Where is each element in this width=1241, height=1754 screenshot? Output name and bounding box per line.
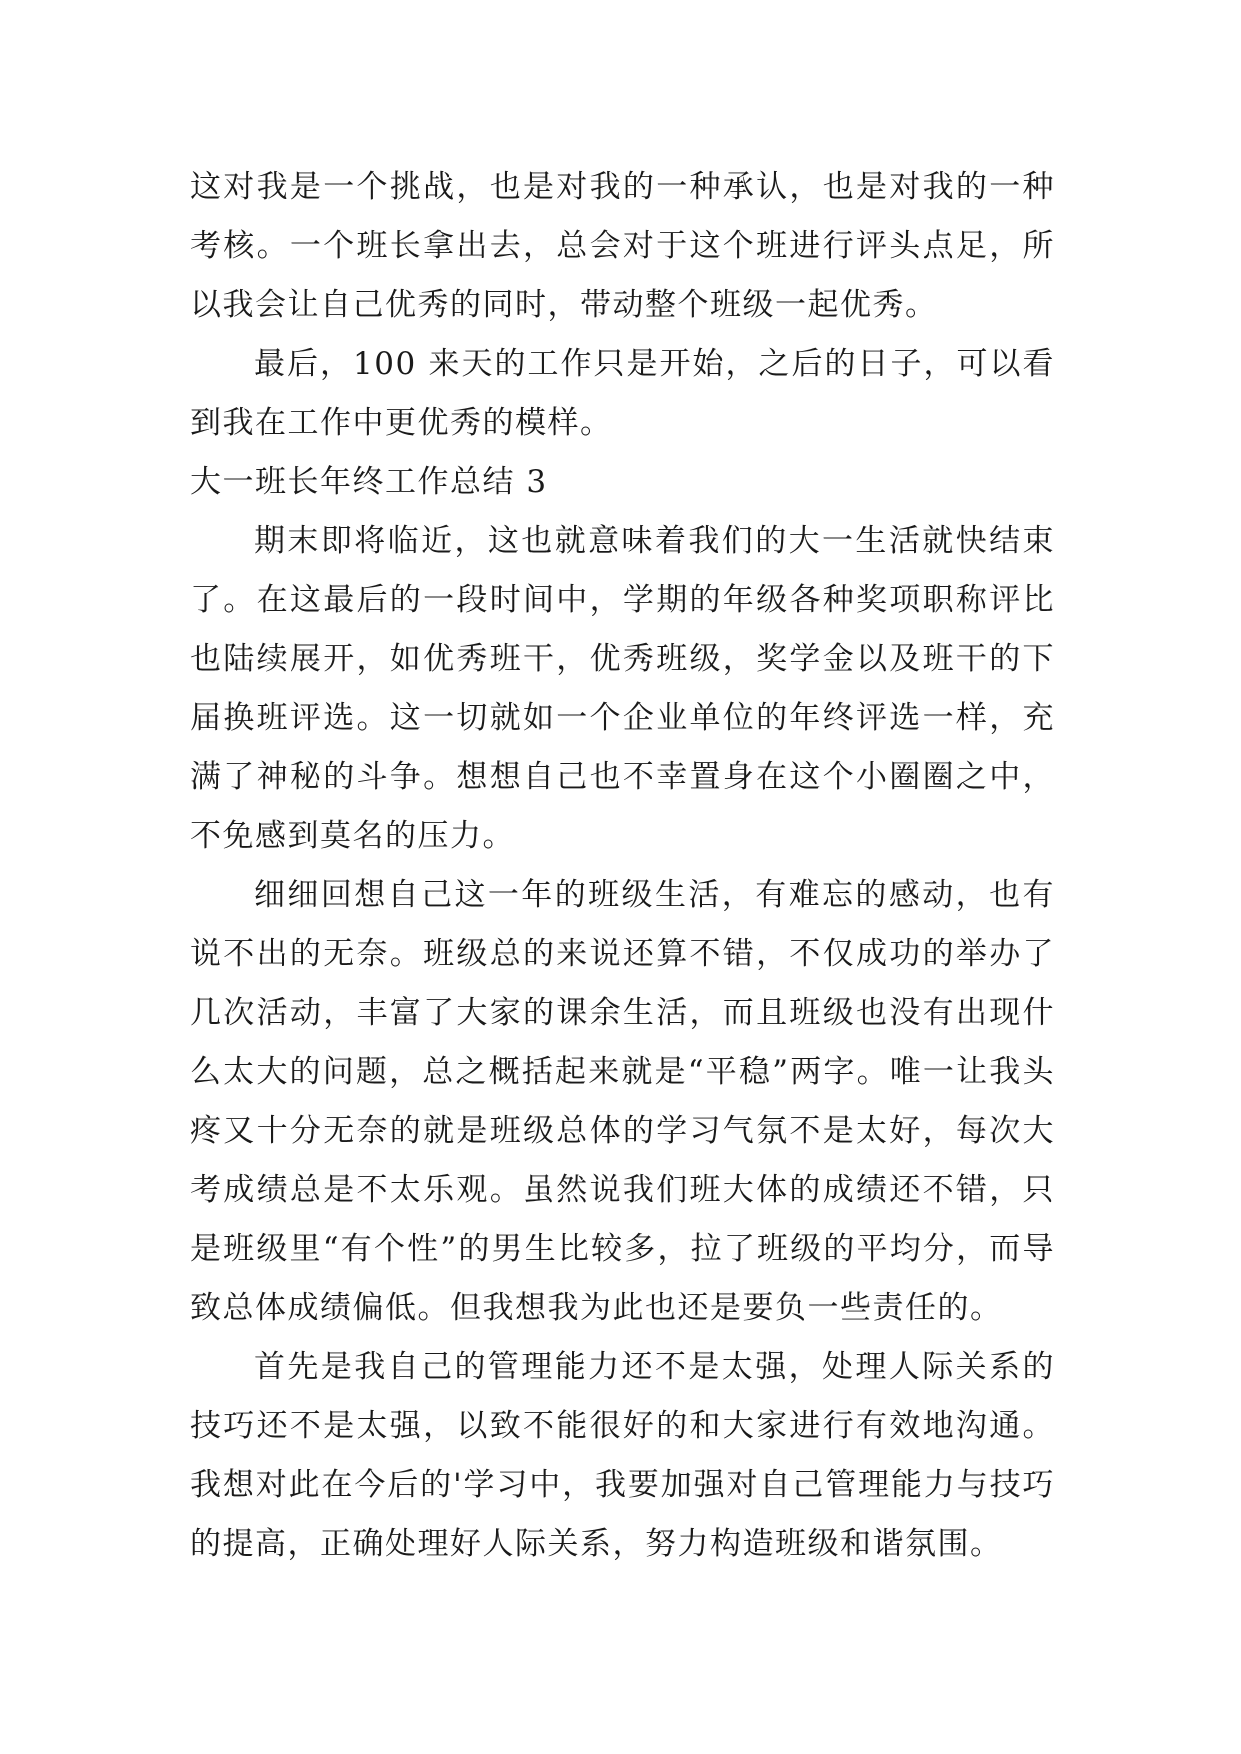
paragraph: 细细回想自己这一年的班级生活，有难忘的感动，也有说不出的无奈。班级总的来说还算不错，不仅成功的举办了几次活动，丰富了大家的课余生活，而且班级也没有出现什么太大的问题，总之概括起来就是“平稳”两字。唯一让我头疼又十分无奈的就是班级总体的学习气氛不是太好，每次大考成绩总是不太乐观。虽然说我们班大体的成绩还不错，只是班级里“有个性”的男生比较多，拉了班级的平均分，而导致总体成绩偏低。但我想我为此也还是要负一些责任的。 [190,877,1055,1326]
paragraph: 这对我是一个挑战，也是对我的一种承认，也是对我的一种考核。一个班长拿出去，总会对于这个班进行评头点足，所以我会让自己优秀的同时，带动整个班级一起优秀。 [190,169,1055,323]
section-heading: 大一班长年终工作总结 3 [190,464,548,500]
paragraph: 最后，100 来天的工作只是开始，之后的日子，可以看到我在工作中更优秀的模样。 [190,346,1055,441]
document-body [190,158,1055,1574]
paragraph: 首先是我自己的管理能力还不是太强，处理人际关系的技巧还不是太强，以致不能很好的和大家进行有效地沟通。我想对此在今后的'学习中，我要加强对自己管理能力与技巧的提高，正确处理好人际关系，努力构造班级和谐氛围。 [190,1349,1055,1562]
paragraph: 期末即将临近，这也就意味着我们的大一生活就快结束了。在这最后的一段时间中，学期的年级各种奖项职称评比也陆续展开，如优秀班干，优秀班级，奖学金以及班干的下届换班评选。这一切就如一个企业单位的年终评选一样，充满了神秘的斗争。想想自己也不幸置身在这个小圈圈之中，不免感到莫名的压力。 [190,523,1055,854]
